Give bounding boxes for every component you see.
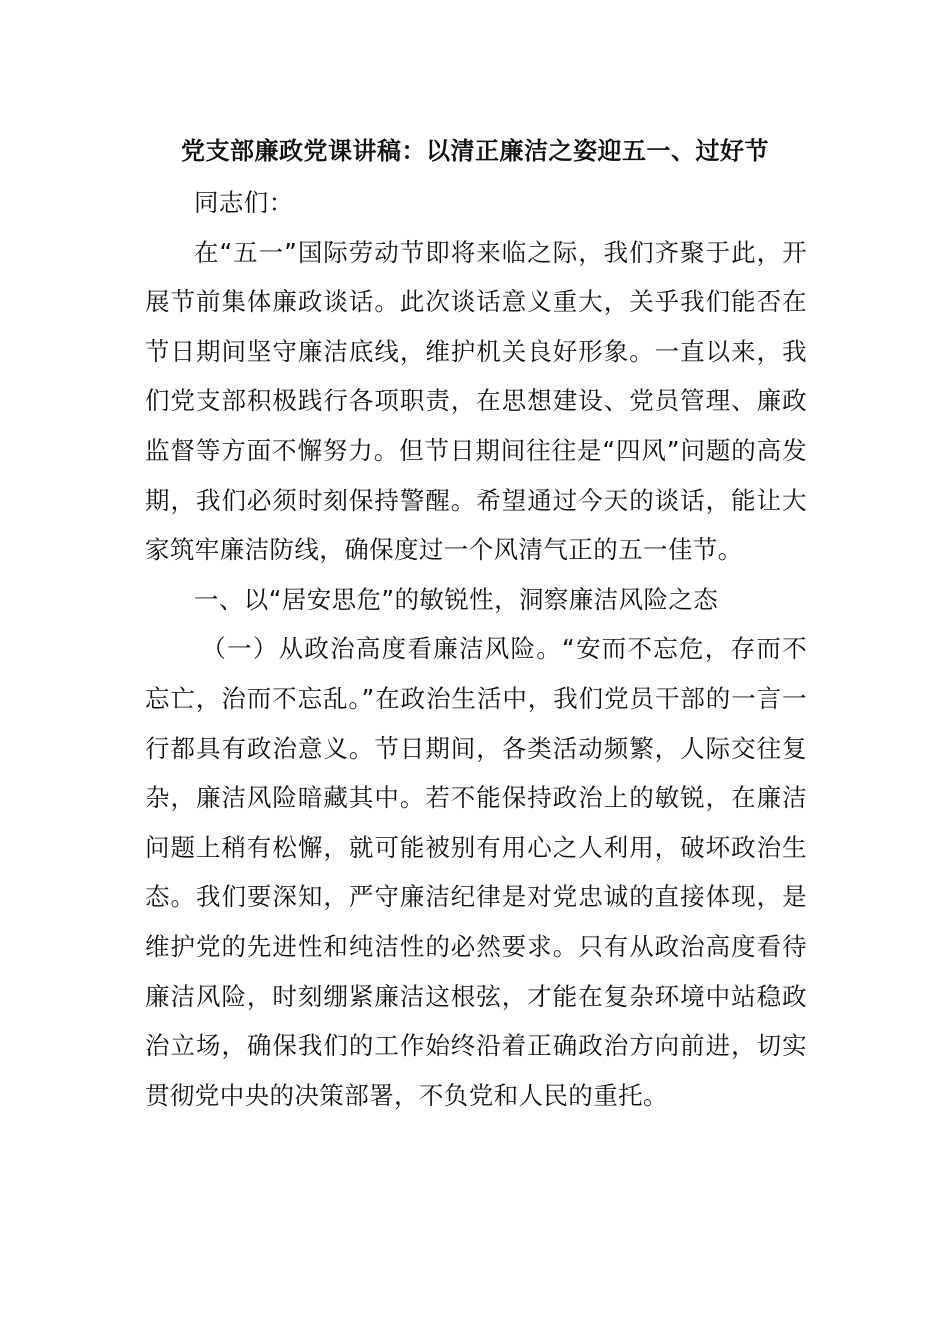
subsection-paragraph: （一）从政治高度看廉洁风险。“安而不忘危，存而不忘亡，治而不忘乱。”在政治生活中，我们党员干部的一言一行都具有政治意义。节日期间，各类活动频繁，人际交往复杂，廉洁风险暗藏其中。若不能保持政治上的敏锐，在廉洁问题上稍有松懈，就可能被别有用心之人利用，破坏政治生态。我们要深知，严守廉洁纪律是对党忠诚的直接体现，是维护党的先进性和纯洁性的必然要求。只有从政治高度看待廉洁风险，时刻绷紧廉洁这根弦，才能在复杂环境中站稳政治立场，确保我们的工作始终沿着正确政治方向前进，切实贯彻党中央的决策部署，不负党和人民的重托。 [145,634,807,1110]
section-heading: 一、以“居安思危”的敏锐性，洞察廉洁风险之态 [194,584,719,614]
document-title: 党支部廉政党课讲稿：以清正廉洁之姿迎五一、过好节 [181,137,769,165]
intro-paragraph: 在“五一”国际劳动节即将来临之际，我们齐聚于此，开展节前集体廉政谈话。此次谈话意义重大，关乎我们能否在节日期间坚守廉洁底线，维护机关良好形象。一直以来，我们党支部积极践行各项职责，在思想建设、党员管理、廉政监督等方面不懈努力。但节日期间往往是“四风”问题的高发期，我们必须时刻保持警醒。希望通过今天的谈话，能让大家筑牢廉洁防线，确保度过一个风清气正的五一佳节。 [145,237,807,565]
document-body [145,178,807,1120]
greeting: 同志们： [194,188,294,217]
